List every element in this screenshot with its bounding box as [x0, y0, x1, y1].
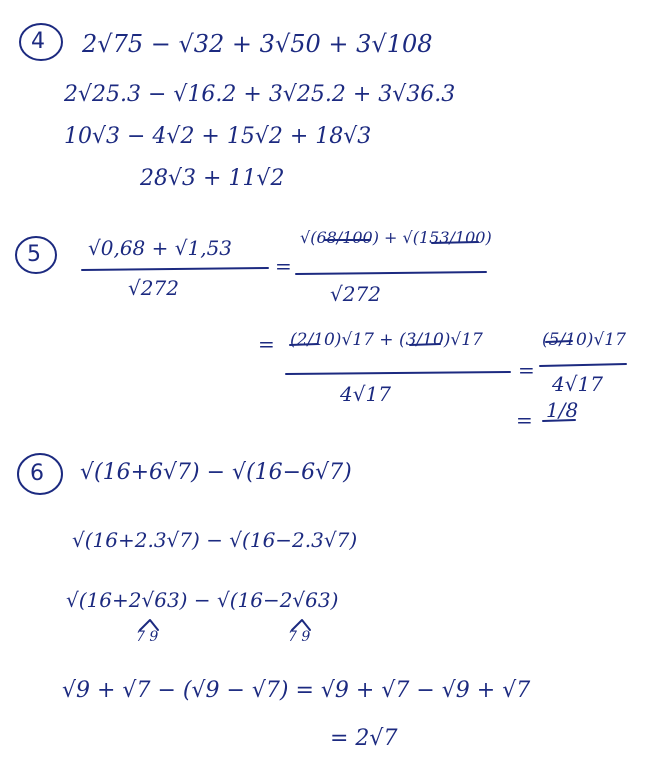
- p5-step1-numerator: √(68/100) + √(153/100): [300, 228, 492, 247]
- problem-number-6: 6: [30, 461, 44, 486]
- p5-step2-denominator: 4√17: [340, 382, 391, 406]
- p6-line-2: √(16+2.3√7) − √(16−2.3√7): [72, 528, 358, 552]
- problem-number-5: 5: [27, 242, 41, 267]
- p4-line-2: 2√25.3 − √16.2 + 3√25.2 + 3√36.3: [64, 82, 456, 107]
- frac-bar-4: [540, 364, 626, 366]
- p5-equals-1: =: [275, 254, 292, 278]
- p6-factor-hint-2: 7 9: [288, 629, 311, 645]
- p5-numerator: √0,68 + √1,53: [88, 236, 233, 260]
- p4-line-1: 2√75 − √32 + 3√50 + 3√108: [82, 30, 433, 58]
- p6-line-3: √(16+2√63) − √(16−2√63): [66, 588, 339, 612]
- frac-bar-2: [296, 272, 486, 274]
- p6-factor-hint-1: 7 9: [136, 629, 159, 645]
- p5-denominator: √272: [128, 276, 179, 300]
- frac-bar-1: [82, 268, 268, 270]
- p5-equals-2: =: [258, 332, 275, 356]
- p5-result: 1/8: [546, 398, 579, 422]
- p5-equals-3: =: [518, 358, 535, 382]
- p5-equals-4: =: [516, 408, 533, 432]
- p5-step1-denominator: √272: [330, 282, 381, 306]
- p6-line-4: √9 + √7 − (√9 − √7) = √9 + √7 − √9 + √7: [62, 678, 531, 703]
- problem-number-4: 4: [31, 29, 45, 54]
- p5-step2-numerator: (2/10)√17 + (3/10)√17: [290, 330, 483, 350]
- frac-bar-3: [286, 372, 510, 374]
- p6-line-1: √(16+6√7) − √(16−6√7): [80, 460, 352, 485]
- p4-line-4: 28√3 + 11√2: [140, 166, 285, 191]
- p5-step3-denominator: 4√17: [552, 372, 603, 396]
- p5-step3-numerator: (5/10)√17: [542, 330, 626, 350]
- p4-line-3: 10√3 − 4√2 + 15√2 + 18√3: [64, 124, 372, 149]
- p6-line-5: = 2√7: [330, 726, 398, 751]
